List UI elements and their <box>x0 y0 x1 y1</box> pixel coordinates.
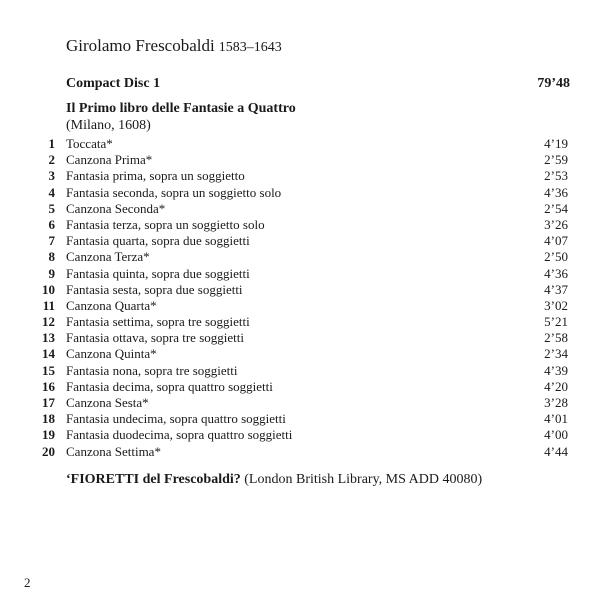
track-row <box>0 314 600 330</box>
track-number: 20 <box>42 443 55 459</box>
track-duration: 3’26 <box>544 216 568 232</box>
track-duration: 2’58 <box>544 330 568 346</box>
track-number: 12 <box>42 314 55 330</box>
fioretti-source: (London British Library, MS ADD 40080) <box>240 472 483 487</box>
track-title: Fantasia sesta, sopra due soggietti <box>66 281 243 297</box>
track-title: Canzona Quinta* <box>66 346 157 362</box>
track-number: 17 <box>42 395 55 410</box>
track-number: 2 <box>48 152 55 168</box>
track-number: 7 <box>48 233 55 249</box>
track-number: 6 <box>48 216 55 232</box>
track-number: 16 <box>42 378 55 394</box>
track-duration: 3’02 <box>544 297 568 313</box>
track-title: Canzona Settima* <box>66 443 161 459</box>
disc-label: Compact Disc 1 <box>66 76 161 91</box>
track-title: Canzona Quarta* <box>66 297 157 313</box>
track-number: 5 <box>48 200 55 216</box>
track-row <box>0 282 600 298</box>
track-title: Fantasia terza, sopra un soggietto solo <box>66 216 265 232</box>
track-title: Fantasia ottava, sopra tre soggietti <box>66 330 244 346</box>
track-title: Fantasia settima, sopra tre soggietti <box>66 314 250 330</box>
track-duration: 4’07 <box>544 233 568 249</box>
track-title: Canzona Sesta* <box>66 395 149 410</box>
track-duration: 4’36 <box>544 184 568 200</box>
track-duration: 4’36 <box>544 265 568 281</box>
track-duration: 4’39 <box>544 362 568 378</box>
track-row <box>0 136 600 152</box>
disc-total-time: 79’48 <box>537 76 570 91</box>
work-title: Il Primo libro delle Fantasie a Quattro <box>66 101 296 116</box>
track-duration: 2’54 <box>544 200 568 216</box>
track-duration: 2’50 <box>544 249 568 265</box>
track-title: Fantasia duodecima, sopra quattro soggietti <box>66 427 293 443</box>
track-row <box>0 363 600 379</box>
track-number: 14 <box>42 346 55 362</box>
track-row <box>0 233 600 249</box>
track-title: Canzona Prima* <box>66 152 153 168</box>
track-duration: 4’44 <box>544 443 568 459</box>
track-title: Fantasia decima, sopra quattro soggietti <box>66 378 273 394</box>
track-list <box>0 136 600 460</box>
track-duration: 4’37 <box>544 281 568 297</box>
track-row <box>0 168 600 184</box>
track-number: 4 <box>48 184 55 200</box>
track-number: 1 <box>48 136 55 151</box>
work-subtitle: (Milano, 1608) <box>66 118 151 133</box>
track-title: Fantasia undecima, sopra quattro soggietti <box>66 411 286 427</box>
disc-heading <box>66 75 570 92</box>
track-number: 13 <box>42 330 55 346</box>
track-row <box>0 152 600 168</box>
track-row <box>0 427 600 443</box>
track-row <box>0 444 600 460</box>
track-duration: 4’01 <box>544 411 568 427</box>
track-title: Canzona Seconda* <box>66 200 166 216</box>
composer-name: Girolamo Frescobaldi <box>66 36 215 55</box>
page-number: 2 <box>24 575 31 590</box>
fioretti-heading <box>66 471 482 488</box>
track-number: 18 <box>42 411 55 427</box>
track-row <box>0 266 600 282</box>
composer-dates: 1583–1643 <box>218 40 282 55</box>
track-duration: 4’19 <box>544 136 568 151</box>
track-duration: 2’53 <box>544 168 568 184</box>
track-row <box>0 185 600 201</box>
track-duration: 3’28 <box>544 395 568 410</box>
track-row <box>0 330 600 346</box>
track-title: Fantasia quarta, sopra due soggietti <box>66 233 250 249</box>
track-row <box>0 249 600 265</box>
track-row <box>0 379 600 395</box>
track-title: Fantasia quinta, sopra due soggietti <box>66 265 250 281</box>
track-title: Fantasia seconda, sopra un soggietto solo <box>66 184 282 200</box>
track-number: 10 <box>42 281 55 297</box>
track-row <box>0 346 600 362</box>
track-number: 15 <box>42 362 55 378</box>
track-duration: 4’20 <box>544 378 568 394</box>
track-row <box>0 201 600 217</box>
track-duration: 2’59 <box>544 152 568 168</box>
track-duration: 2’34 <box>544 346 568 362</box>
fioretti-title: ‘FIORETTI del Frescobaldi? <box>66 472 241 487</box>
track-row <box>0 217 600 233</box>
track-row <box>0 411 600 427</box>
track-row <box>0 298 600 314</box>
track-duration: 4’00 <box>544 427 568 443</box>
track-number: 9 <box>48 265 55 281</box>
track-title: Toccata* <box>66 136 113 151</box>
track-title: Fantasia nona, sopra tre soggietti <box>66 362 238 378</box>
track-row <box>0 395 600 411</box>
track-number: 3 <box>48 168 55 184</box>
track-title: Canzona Terza* <box>66 249 150 265</box>
composer-heading <box>66 36 282 58</box>
track-number: 8 <box>48 249 55 265</box>
track-title: Fantasia prima, sopra un soggietto <box>66 168 245 184</box>
track-duration: 5’21 <box>544 314 568 330</box>
track-number: 19 <box>42 427 55 443</box>
track-number: 11 <box>42 297 55 313</box>
